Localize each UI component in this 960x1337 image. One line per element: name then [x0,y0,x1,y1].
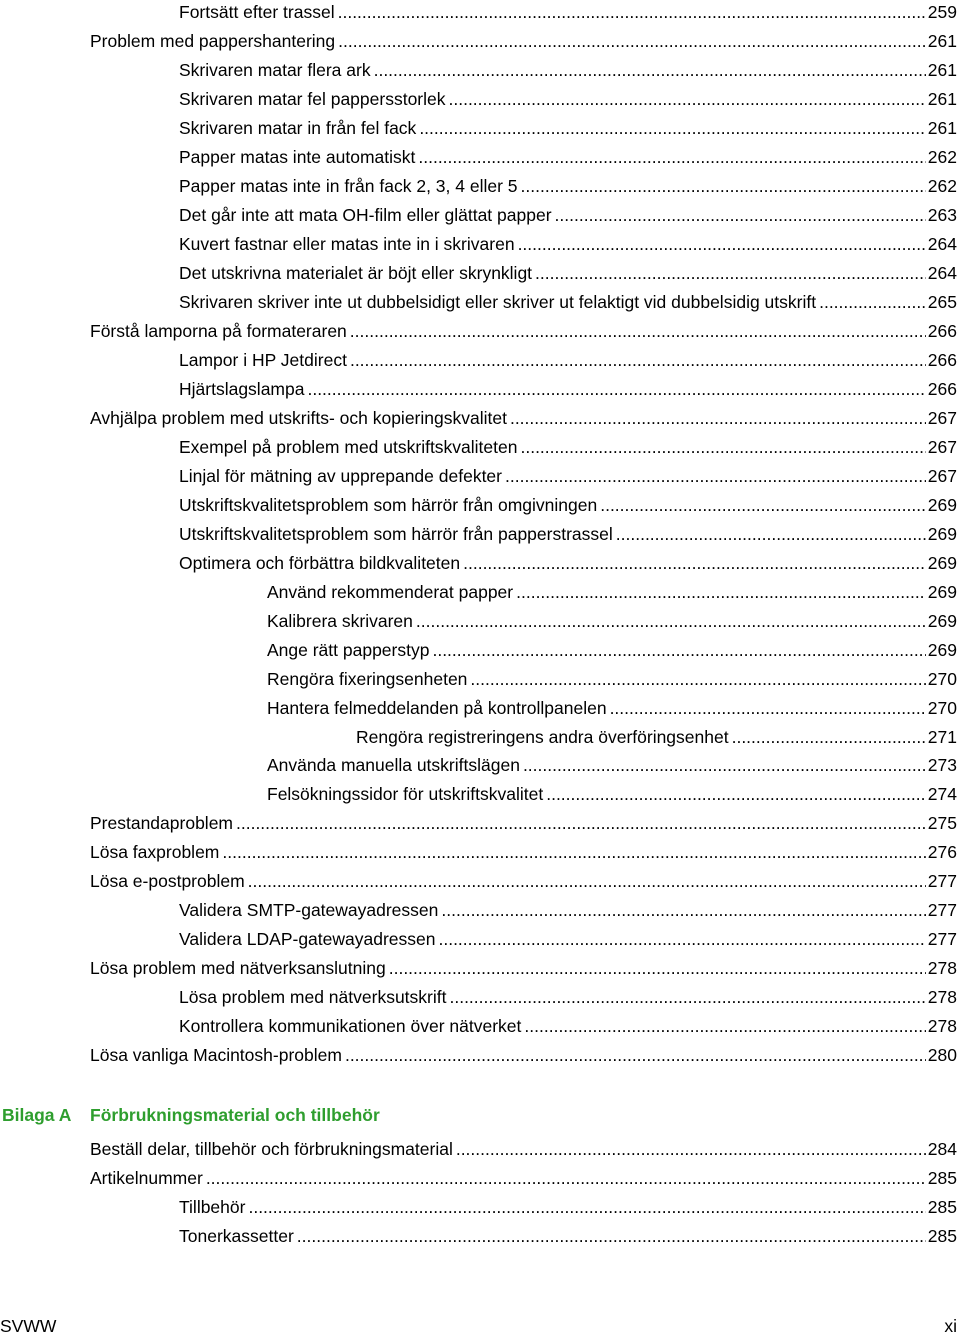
toc-entry-page: 261 [927,118,957,138]
toc-entry-title: Artikelnummer [90,1168,203,1188]
toc-entry[interactable] [267,753,957,782]
toc-entry[interactable] [267,609,957,638]
toc-leader [610,696,926,720]
toc-entry-title: Lampor i HP Jetdirect [179,350,347,370]
toc-entry-page: 276 [927,842,957,862]
toc-entry[interactable] [179,377,957,406]
toc-leader [438,927,925,951]
toc-entry-page: 280 [927,1045,957,1065]
toc-leader [524,1014,925,1038]
toc-entry-title: Ange rätt papperstyp [267,640,430,660]
toc-entry-title: Det utskrivna materialet är böjt eller skrynkligt [179,263,533,283]
toc-entry-title: Tonerkassetter [179,1226,294,1246]
toc-entry-title: Använda manuella utskriftslägen [267,755,520,775]
toc-entry[interactable] [179,522,957,551]
toc-leader [520,435,925,459]
toc-entry[interactable] [179,87,957,116]
toc-entry-page: 274 [927,784,957,804]
toc-entry-page: 259 [927,2,957,22]
toc-entry[interactable] [90,1043,957,1072]
toc-entry-title: Kontrollera kommunikationen över nätverket [179,1016,522,1036]
toc-leader [248,869,926,893]
toc-entry-page: 273 [927,755,957,775]
toc-entry-page: 270 [927,698,957,718]
toc-leader [523,753,926,777]
toc-leader [510,406,926,430]
toc-leader [600,493,926,517]
toc-entry-title: Använd rekommenderat papper [267,582,514,602]
toc-entry[interactable] [179,58,957,87]
toc-entry-page: 262 [927,147,957,167]
toc-entry[interactable] [179,116,957,145]
toc-entry[interactable] [179,435,957,464]
appendix-label: Bilaga A [2,1105,72,1125]
toc-entry-page: 277 [927,929,957,949]
toc-leader [338,29,926,53]
toc-entry[interactable] [90,406,957,435]
toc-entry[interactable] [179,290,957,319]
toc-entry-page: 284 [927,1139,957,1159]
toc-entry-title: Skrivaren matar flera ark [179,60,371,80]
toc-entry-title: Validera LDAP-gatewayadressen [179,929,436,949]
toc-leader [248,1195,925,1219]
toc-entry-page: 267 [927,437,957,457]
toc-entry[interactable] [267,782,957,811]
toc-entry-title: Kalibrera skrivaren [267,611,413,631]
toc-leader [416,609,926,633]
toc-entry-page: 275 [927,813,957,833]
toc-entry[interactable] [179,174,957,203]
toc-leader [470,667,925,691]
toc-entry-title: Beställ delar, tillbehör och förbrukningsmaterial [90,1139,453,1159]
toc-entry-page: 263 [927,205,957,225]
toc-entry[interactable] [90,869,957,898]
toc-entry-page: 270 [927,669,957,689]
toc-entry-page: 285 [927,1226,957,1246]
toc-entry-title: Optimera och förbättra bildkvaliteten [179,553,461,573]
toc-entry[interactable] [179,1195,957,1224]
toc-entry[interactable] [179,464,957,493]
toc-entry-title: Skrivaren skriver inte ut dubbelsidigt eller skriver ut felaktigt vid dubbelsidig utskrift [179,292,817,312]
toc-entry-page: 277 [927,900,957,920]
toc-leader [350,319,926,343]
toc-entry[interactable] [90,956,957,985]
toc-leader [338,0,926,24]
toc-entry[interactable] [90,1137,957,1166]
toc-leader [463,551,926,575]
toc-leader [432,638,925,662]
toc-entry[interactable] [179,927,957,956]
toc-entry-page: 278 [927,1016,957,1036]
toc-leader [516,580,926,604]
toc-entry-page: 285 [927,1197,957,1217]
toc-entry-page: 285 [927,1168,957,1188]
toc-entry-page: 266 [927,379,957,399]
toc-leader [505,464,926,488]
toc-entry-title: Rengöra fixeringsenheten [267,669,468,689]
toc-entry-title: Utskriftskvalitetsproblem som härrör från papperstrassel [179,524,613,544]
toc-entry-title: Papper matas inte in från fack 2, 3, 4 eller 5 [179,176,518,196]
toc-entry-title: Linjal för mätning av upprepande defekter [179,466,502,486]
toc-entry[interactable] [90,29,957,58]
toc-entry-title: Lösa faxproblem [90,842,220,862]
toc-entry[interactable] [90,840,957,869]
toc-entry[interactable] [267,696,957,725]
toc-entry[interactable] [267,667,957,696]
toc-leader [419,116,925,140]
toc-entry[interactable] [179,551,957,580]
toc-leader [555,203,926,227]
toc-entry-page: 261 [927,60,957,80]
toc-entry-page: 269 [927,524,957,544]
toc-leader [456,1137,926,1161]
toc-entry[interactable] [179,0,957,29]
toc-entry-page: 266 [927,350,957,370]
toc-entry-title: Exempel på problem med utskriftskvaliteten [179,437,518,457]
toc-entry-title: Skrivaren matar in från fel fack [179,118,417,138]
toc-entry-page: 267 [927,466,957,486]
toc-entry[interactable] [179,1014,957,1043]
toc-leader [236,811,926,835]
toc-leader [418,145,925,169]
toc-leader [732,725,926,749]
toc-entry-page: 278 [927,987,957,1007]
toc-leader [616,522,926,546]
toc-entry-title: Lösa vanliga Macintosh-problem [90,1045,342,1065]
toc-entry[interactable] [179,261,957,290]
toc-entry[interactable] [179,493,957,522]
toc-entry-title: Lösa problem med nätverksutskrift [179,987,447,1007]
toc-entry-title: Rengöra registreringens andra överföringsenhet [356,727,729,747]
toc-entry[interactable] [179,898,957,927]
toc-entry-title: Utskriftskvalitetsproblem som härrör från omgivningen [179,495,598,515]
toc-leader [518,232,926,256]
toc-entry-page: 277 [927,871,957,891]
toc-entry[interactable] [90,811,957,840]
toc-entry[interactable] [179,203,957,232]
toc-leader [546,782,926,806]
toc-entry-title: Fortsätt efter trassel [179,2,335,22]
toc-entry-page: 267 [927,408,957,428]
toc-entry-page: 269 [927,553,957,573]
toc-entry[interactable] [356,725,957,754]
toc-leader [374,58,926,82]
toc-entry[interactable] [179,348,957,377]
toc-entry-title: Tillbehör [179,1197,246,1217]
toc-entry-title: Problem med pappershantering [90,31,336,51]
toc-entry-page: 269 [927,611,957,631]
toc-entry-page: 266 [927,321,957,341]
toc-leader [345,1043,926,1067]
toc-entry[interactable] [179,1224,957,1253]
toc-entry-title: Förstå lamporna på formateraren [90,321,347,341]
appendix-title: Förbrukningsmaterial och tillbehör [90,1105,380,1125]
toc-entry-page: 271 [927,727,957,747]
toc-entry-title: Lösa e-postproblem [90,871,245,891]
toc-entry-page: 261 [927,31,957,51]
toc-entry-title: Felsökningssidor för utskriftskvalitet [267,784,544,804]
toc-leader [441,898,925,922]
toc-entry[interactable] [179,145,957,174]
toc-entry-title: Det går inte att mata OH-film eller glättat papper [179,205,552,225]
toc-leader [449,985,925,1009]
toc-leader [521,174,926,198]
page-footer [0,1316,960,1337]
toc-leader [297,1224,926,1248]
toc-entry-title: Prestandaproblem [90,813,233,833]
toc-leader [350,348,926,372]
toc-entry-page: 265 [927,292,957,312]
toc-entry-title: Avhjälpa problem med utskrifts- och kopieringskvalitet [90,408,507,428]
toc-leader [307,377,925,401]
footer-doc-code: SVWW [0,1316,57,1336]
toc-leader [206,1166,926,1190]
toc-entry-title: Hjärtslagslampa [179,379,305,399]
toc-entry-title: Papper matas inte automatiskt [179,147,416,167]
toc-entry-title: Validera SMTP-gatewayadressen [179,900,439,920]
toc-entry-page: 269 [927,582,957,602]
toc-entry-page: 264 [927,263,957,283]
toc-leader [449,87,926,111]
toc-leader [389,956,926,980]
footer-page-number: xi [944,1316,957,1336]
toc-entry-title: Kuvert fastnar eller matas inte in i skrivaren [179,234,515,254]
toc-leader [535,261,926,285]
toc-entry[interactable] [267,638,957,667]
toc-entry-page: 269 [927,495,957,515]
toc-entry[interactable] [267,580,957,609]
toc-entry[interactable] [90,319,957,348]
toc-entry[interactable] [179,232,957,261]
toc-entry-page: 278 [927,958,957,978]
toc-entry[interactable] [90,1166,957,1195]
toc-entry-page: 264 [927,234,957,254]
toc-entry-page: 269 [927,640,957,660]
toc-leader [819,290,926,314]
toc-entry-page: 262 [927,176,957,196]
toc-entry-title: Skrivaren matar fel pappersstorlek [179,89,446,109]
toc-leader [222,840,925,864]
toc-entry-title: Hantera felmeddelanden på kontrollpanelen [267,698,607,718]
toc-entry[interactable] [179,985,957,1014]
toc-entry-title: Lösa problem med nätverksanslutning [90,958,386,978]
toc-entry-page: 261 [927,89,957,109]
